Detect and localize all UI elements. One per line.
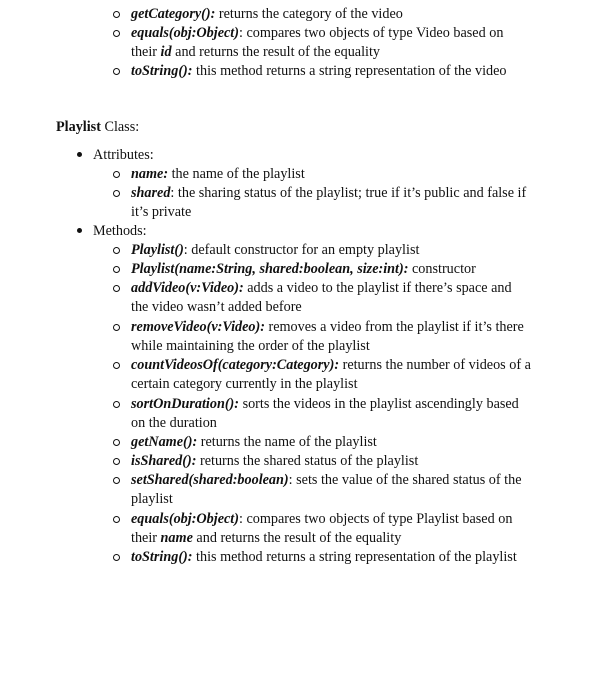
field-name: name bbox=[160, 530, 193, 546]
attribute-description: : the sharing status of the playlist; true if it’s public and false if bbox=[170, 185, 527, 201]
method-signature: getCategory(): bbox=[131, 6, 216, 22]
video-method-equals-cont bbox=[131, 43, 380, 62]
method-description: this method returns a string representation of the playlist bbox=[192, 549, 517, 565]
method-signature: sortOnDuration(): bbox=[131, 396, 240, 412]
bullet-circle-icon bbox=[113, 30, 120, 37]
method-signature: getName(): bbox=[131, 434, 198, 450]
method-signature: equals(obj:Object) bbox=[131, 25, 239, 41]
method-equals-cont bbox=[131, 529, 401, 548]
method-signature: Playlist() bbox=[131, 242, 184, 258]
video-method-tostring bbox=[131, 62, 507, 81]
attributes-label: Attributes: bbox=[93, 147, 154, 163]
field-name: id bbox=[160, 44, 172, 60]
bullet-circle-icon bbox=[113, 324, 120, 331]
method-getname bbox=[131, 433, 377, 452]
method-signature: toString(): bbox=[131, 63, 193, 79]
bullet-disc-icon bbox=[77, 152, 82, 157]
methods-label: Methods: bbox=[93, 223, 147, 239]
method-description: constructor bbox=[408, 261, 476, 277]
method-countvideosof bbox=[131, 356, 531, 375]
class-name: Playlist bbox=[56, 119, 101, 135]
heading-suffix: Class: bbox=[100, 119, 140, 135]
bullet-circle-icon bbox=[113, 190, 120, 197]
bullet-circle-icon bbox=[113, 171, 120, 178]
bullet-circle-icon bbox=[113, 11, 120, 18]
text-fragment: their bbox=[131, 530, 161, 546]
method-equals bbox=[131, 510, 512, 529]
method-signature: Playlist(name:String, shared:boolean, size:int): bbox=[131, 261, 409, 277]
bullet-circle-icon bbox=[113, 401, 120, 408]
text-fragment: their bbox=[131, 44, 161, 60]
method-description: adds a video to the playlist if there’s space and bbox=[243, 280, 512, 296]
bullet-circle-icon bbox=[113, 477, 120, 484]
bullet-circle-icon bbox=[113, 516, 120, 523]
method-description: returns the shared status of the playlist bbox=[196, 453, 419, 469]
bullet-circle-icon bbox=[113, 285, 120, 292]
method-removevideo-cont: while maintaining the order of the playlist bbox=[131, 338, 370, 354]
method-signature: isShared(): bbox=[131, 453, 197, 469]
method-signature: countVideosOf(category:Category): bbox=[131, 357, 340, 373]
bullet-circle-icon bbox=[113, 458, 120, 465]
attribute-shared-cont: it’s private bbox=[131, 204, 192, 220]
method-sortonduration bbox=[131, 395, 519, 414]
method-signature: toString(): bbox=[131, 549, 193, 565]
method-signature: addVideo(v:Video): bbox=[131, 280, 244, 296]
method-setshared bbox=[131, 471, 522, 490]
method-description: this method returns a string representation of the video bbox=[192, 63, 507, 79]
method-tostring bbox=[131, 548, 517, 567]
method-description: : compares two objects of type Video based on bbox=[238, 25, 504, 41]
bullet-circle-icon bbox=[113, 68, 120, 75]
method-addvideo bbox=[131, 279, 512, 298]
method-description: : compares two objects of type Playlist based on bbox=[238, 511, 513, 527]
method-removevideo bbox=[131, 318, 524, 337]
method-description: returns the number of videos of a bbox=[339, 357, 531, 373]
bullet-disc-icon bbox=[77, 228, 82, 233]
attribute-name bbox=[131, 165, 305, 184]
bullet-circle-icon bbox=[113, 554, 120, 561]
text-fragment: and returns the result of the equality bbox=[192, 530, 402, 546]
attribute-description: the name of the playlist bbox=[168, 166, 305, 182]
bullet-circle-icon bbox=[113, 247, 120, 254]
method-setshared-cont: playlist bbox=[131, 491, 173, 507]
method-playlist-constructor bbox=[131, 260, 476, 279]
attribute-signature: shared bbox=[131, 185, 171, 201]
method-countvideosof-cont: certain category currently in the playlist bbox=[131, 376, 358, 392]
method-description: removes a video from the playlist if it’s there bbox=[264, 319, 524, 335]
method-sortonduration-cont: on the duration bbox=[131, 415, 217, 431]
video-method-equals bbox=[131, 24, 503, 43]
method-signature: equals(obj:Object) bbox=[131, 511, 239, 527]
video-method-getcategory bbox=[131, 5, 403, 24]
bullet-circle-icon bbox=[113, 439, 120, 446]
text-fragment: and returns the result of the equality bbox=[171, 44, 381, 60]
method-addvideo-cont: the video wasn’t added before bbox=[131, 299, 302, 315]
method-description: : sets the value of the shared status of the bbox=[288, 472, 522, 488]
method-signature: setShared(shared:boolean) bbox=[131, 472, 289, 488]
bullet-circle-icon bbox=[113, 362, 120, 369]
method-signature: removeVideo(v:Video): bbox=[131, 319, 265, 335]
method-isshared bbox=[131, 452, 418, 471]
method-description: returns the category of the video bbox=[215, 6, 403, 22]
bullet-circle-icon bbox=[113, 266, 120, 273]
method-description: : default constructor for an empty playlist bbox=[183, 242, 420, 258]
section-heading bbox=[56, 118, 139, 137]
method-playlist-default bbox=[131, 241, 419, 260]
attribute-signature: name: bbox=[131, 166, 169, 182]
method-description: sorts the videos in the playlist ascendingly based bbox=[239, 396, 519, 412]
attribute-shared bbox=[131, 184, 526, 203]
method-description: returns the name of the playlist bbox=[197, 434, 377, 450]
